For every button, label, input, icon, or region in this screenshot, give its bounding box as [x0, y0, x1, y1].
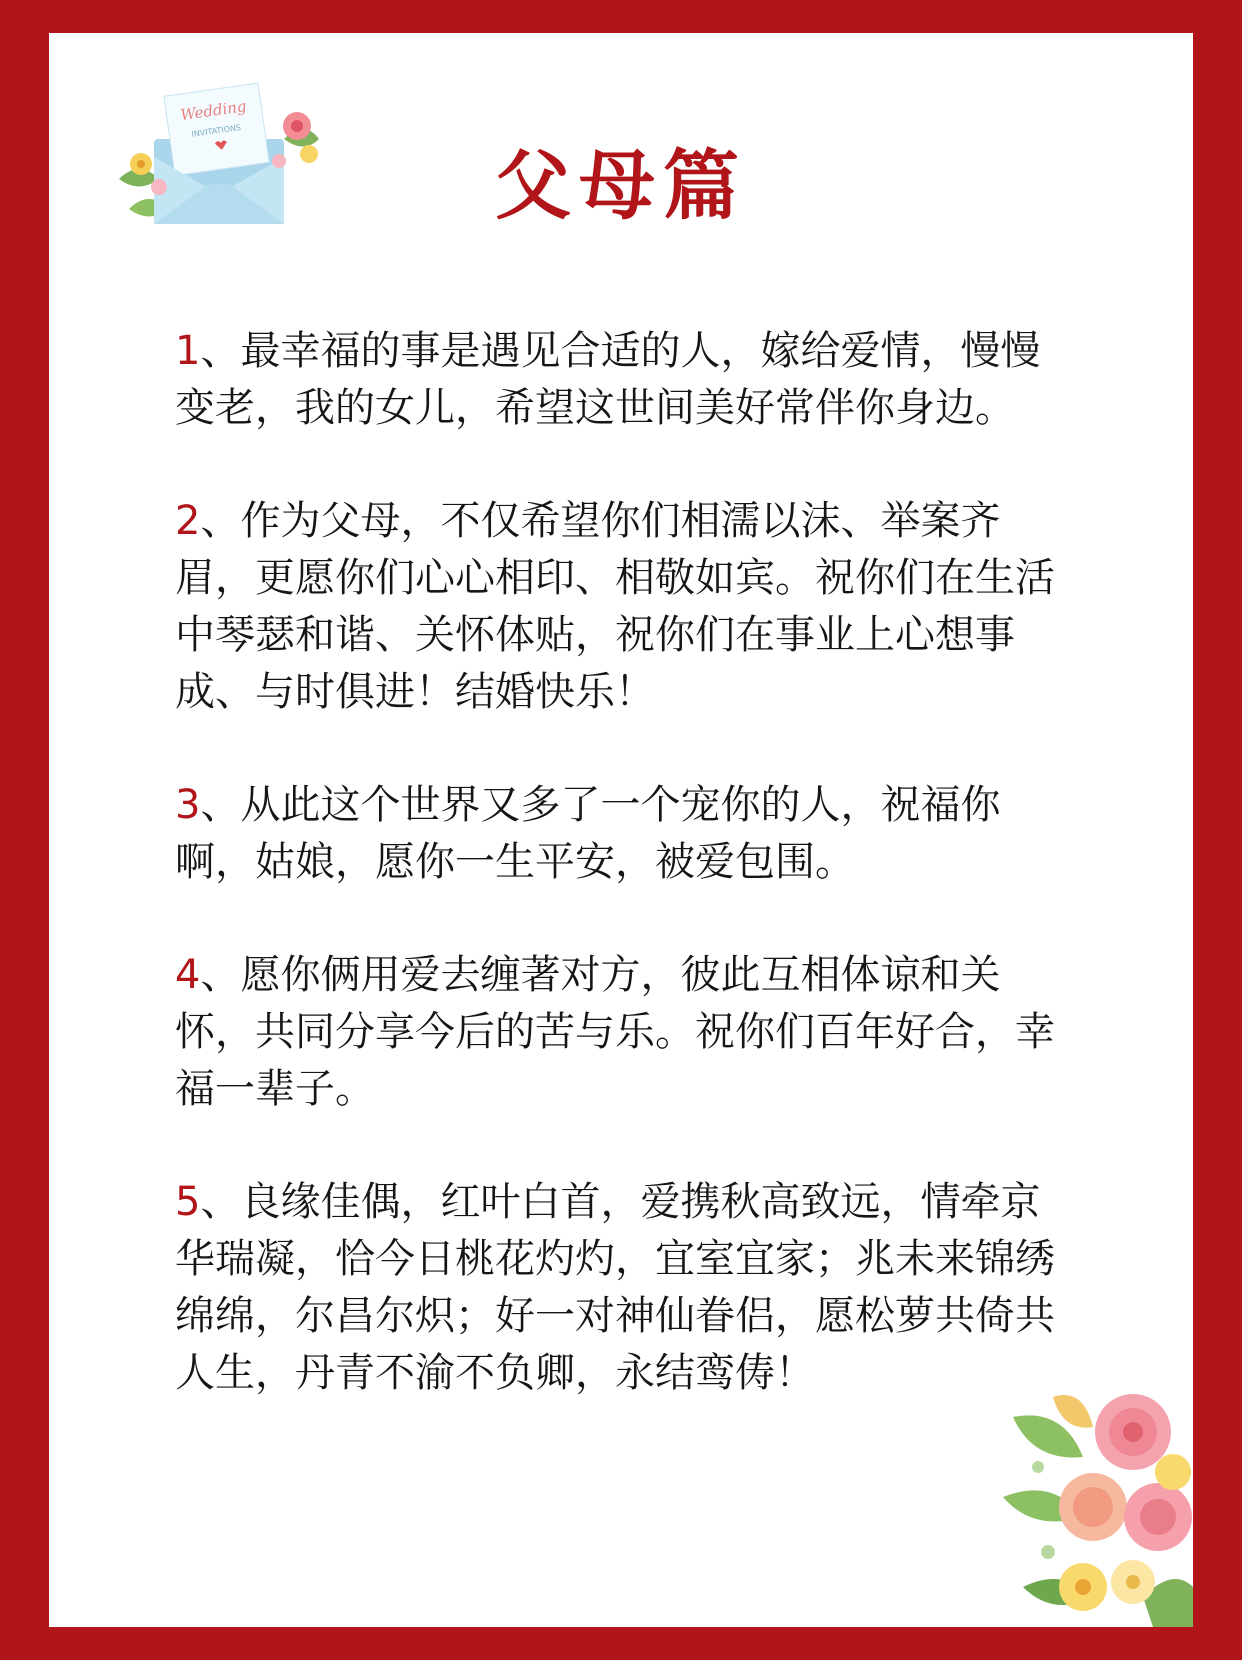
paper-card — [49, 33, 1193, 1627]
blessing-item-3 — [175, 777, 1075, 891]
item-separator: 、 — [200, 1179, 241, 1225]
item-text: 从此这个世界又多了一个宠你的人，祝福你啊，姑娘，愿你一生平安，被爱包围。 — [175, 782, 1001, 885]
blessing-item-5 — [175, 1174, 1075, 1402]
blessing-item-1 — [175, 323, 1075, 437]
item-text: 作为父母，不仅希望你们相濡以沫、举案齐眉，更愿你们心心相印、相敬如宾。祝你们在生活中琴瑟和谐、关怀体贴，祝你们在事业上心想事成、与时俱进！结婚快乐！ — [175, 498, 1055, 715]
item-text: 最幸福的事是遇见合适的人，嫁给爱情，慢慢变老，我的女儿，希望这世间美好常伴你身边。 — [175, 328, 1041, 431]
flower-bouquet-icon — [993, 1367, 1193, 1627]
item-separator: 、 — [200, 952, 241, 998]
blessing-item-2 — [175, 493, 1075, 721]
item-separator: 、 — [200, 328, 241, 374]
card-line1: Wedding — [179, 97, 248, 125]
item-number: 2 — [175, 498, 201, 544]
item-text: 愿你俩用爱去缠著对方，彼此互相体谅和关怀，共同分享今后的苦与乐。祝你们百年好合，幸福一辈子。 — [175, 952, 1055, 1112]
item-number: 5 — [175, 1179, 201, 1225]
page-title: 父母篇 — [495, 141, 747, 230]
blessing-list — [175, 323, 1075, 1458]
item-separator: 、 — [200, 498, 241, 544]
item-text: 良缘佳偶，红叶白首，爱携秋高致远，情牵京华瑞凝，恰今日桃花灼灼，宜室宜家；兆未来锦绣绵绵，尔昌尔炽；好一对神仙眷侣，愿松萝共倚共人生，丹青不渝不负卿，永结鸾俦！ — [175, 1179, 1055, 1396]
card-line2: INVITATIONS — [190, 122, 242, 139]
item-number: 4 — [175, 952, 201, 998]
blessing-item-4 — [175, 947, 1075, 1118]
item-separator: 、 — [200, 782, 241, 828]
item-number: 1 — [175, 328, 201, 374]
item-number: 3 — [175, 782, 201, 828]
